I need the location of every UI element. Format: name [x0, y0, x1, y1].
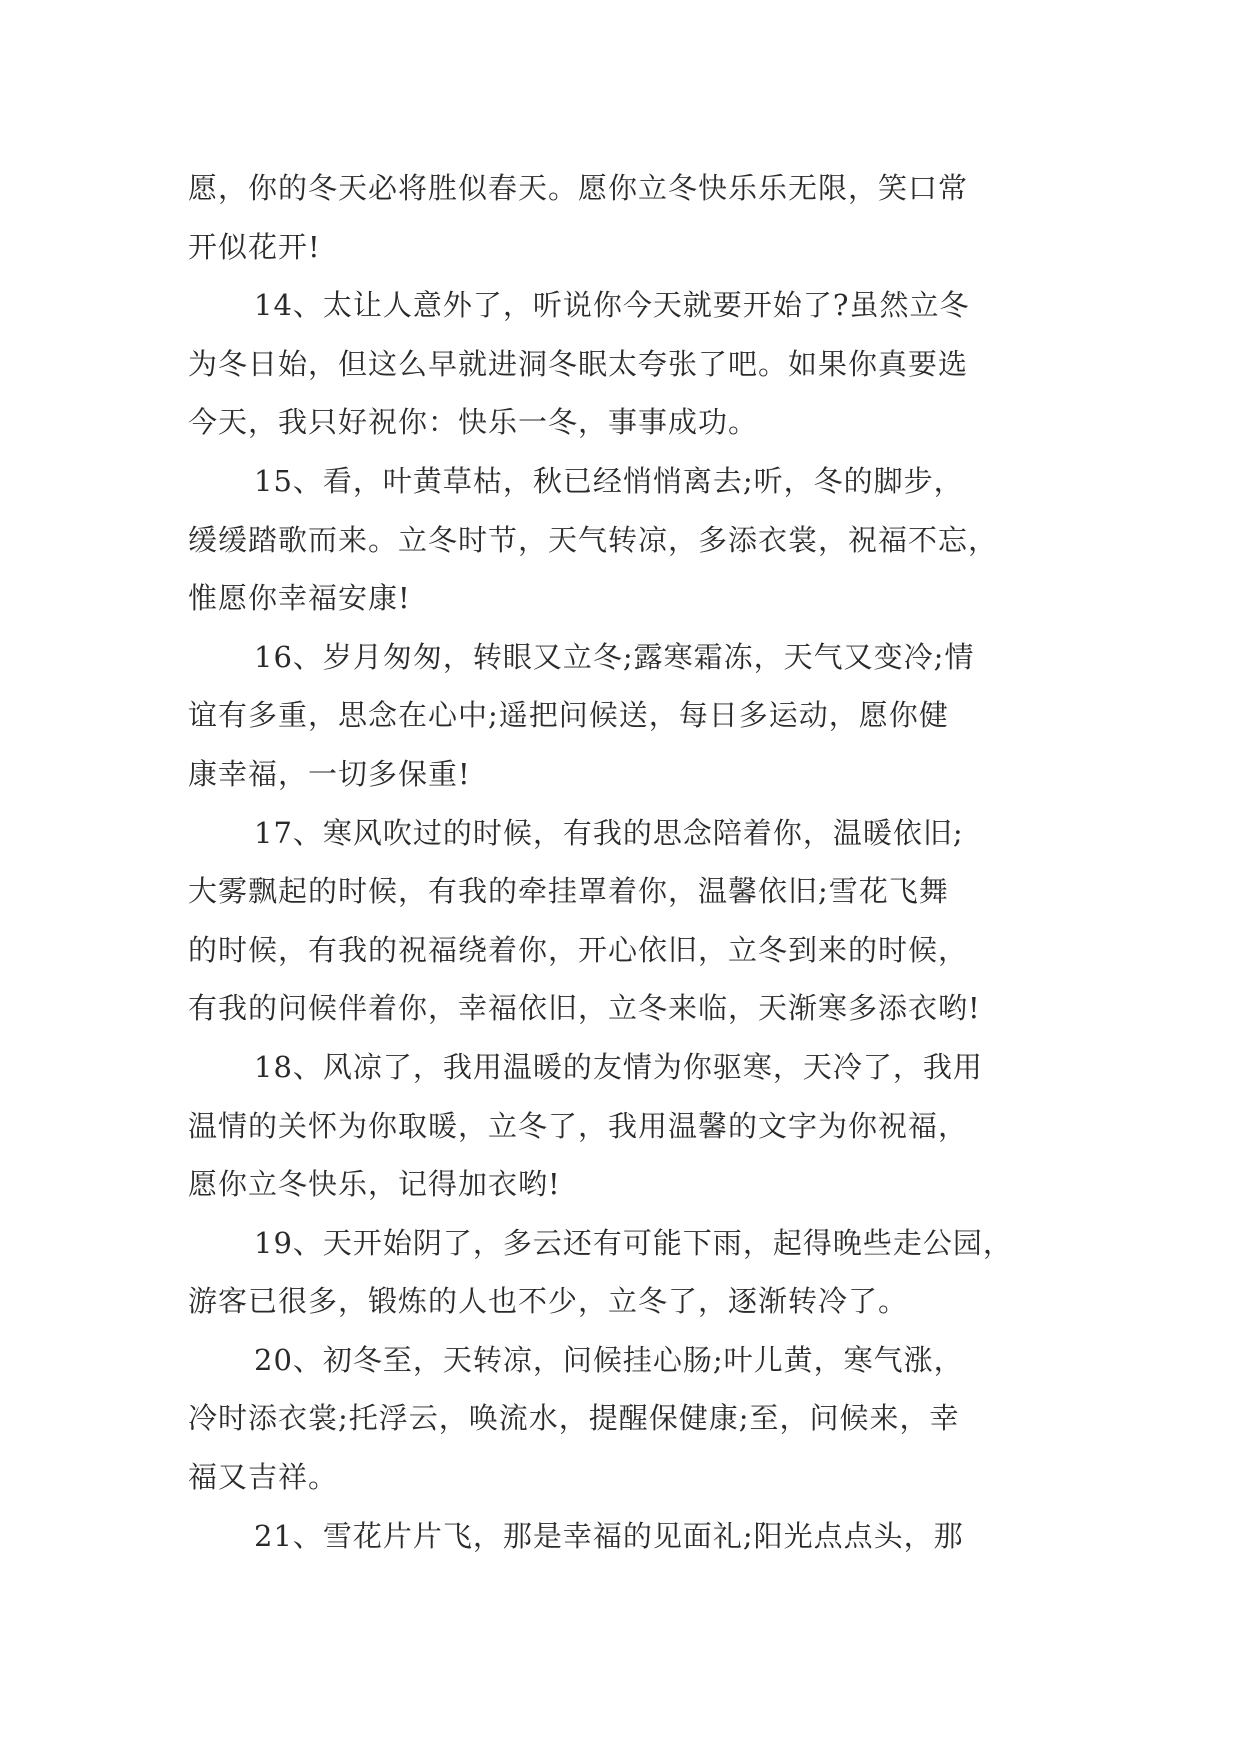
text-line: 福又吉祥。: [188, 1460, 339, 1495]
text-line: 为冬日始，但这么早就进洞冬眠太夸张了吧。如果你真要选: [188, 346, 969, 381]
text-line: 16、岁月匆匆，转眼又立冬;露寒霜冻，天气又变冷;情: [254, 639, 975, 674]
text-line: 大雾飘起的时候，有我的牵挂罩着你，温馨依旧;雪花飞舞: [188, 874, 949, 909]
text-line: 愿你立冬快乐，记得加衣哟!: [188, 1167, 561, 1202]
text-line: 14、太让人意外了，听说你今天就要开始了?虽然立冬: [254, 288, 970, 323]
text-line: 愿，你的冬天必将胜似春天。愿你立冬快乐乐无限，笑口常: [188, 171, 969, 205]
text-line: 的时候，有我的祝福绕着你，开心依旧，立冬到来的时候，: [188, 932, 969, 967]
text-line: 17、寒风吹过的时候，有我的思念陪着你，温暖依旧;: [254, 815, 964, 850]
text-line: 惟愿你幸福安康!: [188, 581, 411, 616]
text-line: 温情的关怀为你取暖，立冬了，我用温馨的文字为你祝福，: [188, 1108, 969, 1143]
text-line: 康幸福，一切多保重!: [188, 756, 471, 791]
text-line: 谊有多重，思念在心中;遥把问候送，每日多运动，愿你健: [188, 698, 949, 733]
text-line: 19、天开始阴了，多云还有可能下雨，起得晚些走公园，: [254, 1225, 1013, 1260]
text-line: 开似花开!: [188, 229, 321, 264]
text-line: 18、风凉了，我用温暖的友情为你驱寒，天冷了，我用: [254, 1049, 983, 1084]
text-line: 今天，我只好祝你：快乐一冬，事事成功。: [188, 405, 759, 440]
text-line: 冷时添衣裳;托浮云，唤流水，提醒保健康;至，问候来，幸: [188, 1401, 960, 1436]
document-body: [188, 159, 1068, 1565]
text-line: 游客已很多，锻炼的人也不少，立冬了，逐渐转冷了。: [188, 1284, 909, 1319]
text-line: 15、看，叶黄草枯，秋已经悄悄离去;听，冬的脚步，: [254, 463, 964, 498]
text-line: 缓缓踏歌而来。立冬时节，天气转凉，多添衣裳，祝福不忘，: [188, 522, 999, 557]
text-line: 21、雪花片片飞，那是幸福的见面礼;阳光点点头，那: [254, 1518, 964, 1553]
text-line: 20、初冬至，天转凉，问候挂心肠;叶儿黄，寒气涨，: [254, 1342, 964, 1377]
text-line: 有我的问候伴着你，幸福依旧，立冬来临，天渐寒多添衣哟!: [188, 991, 981, 1026]
